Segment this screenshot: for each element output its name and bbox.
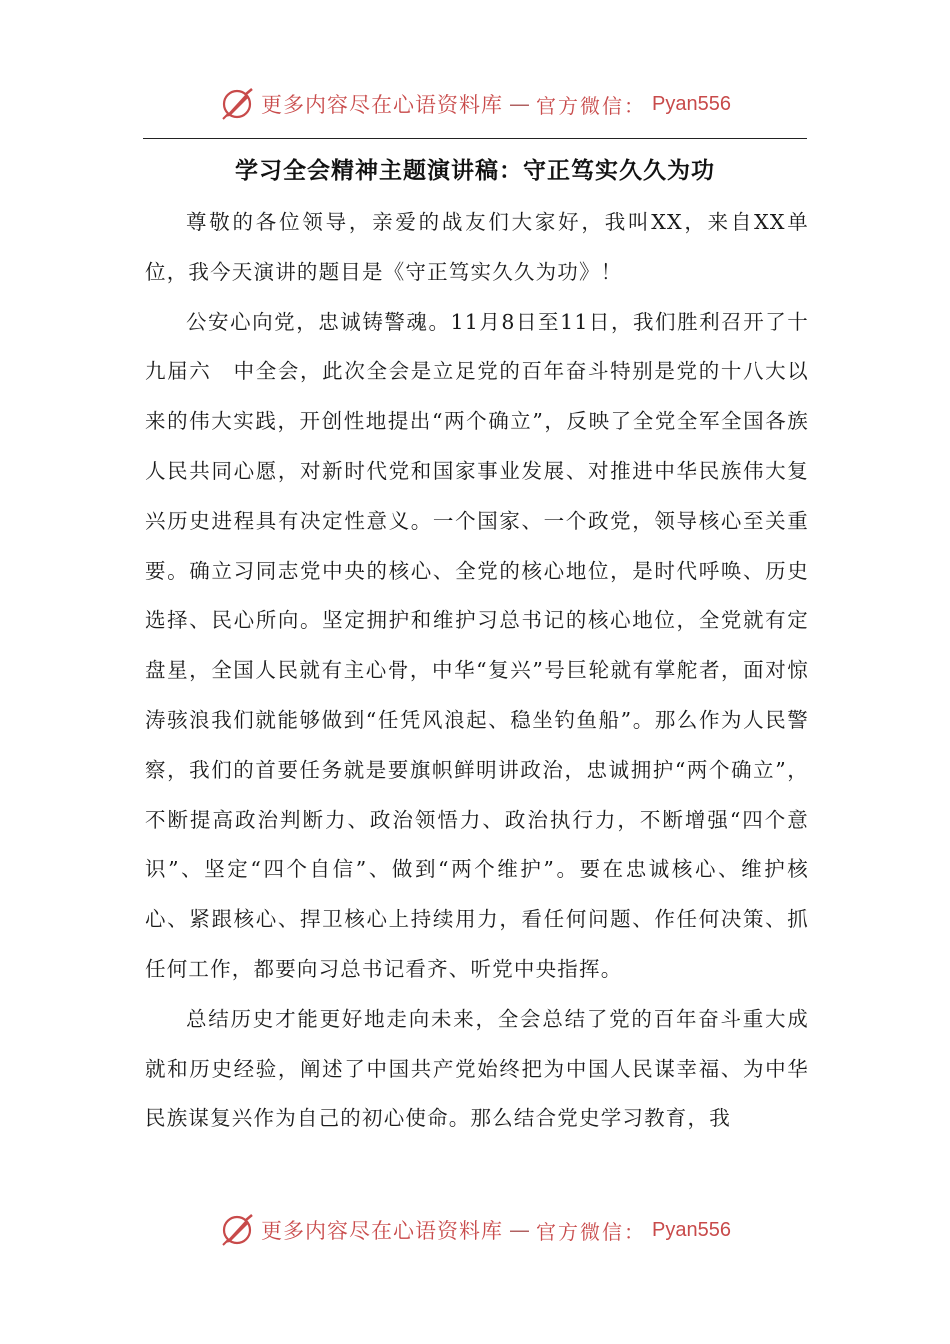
watermark-separator: — <box>509 92 531 116</box>
header-divider <box>143 138 807 139</box>
paragraph-loyalty: 公安心向党，忠诚铸警魂。11月8日至11日，我们胜利召开了十九届六 中全会，此次全会是立足党的百年奋斗特别是党的十八大以来的伟大实践，开创性地提出“两个确立”，反映了全党全军全国各族人民共同心愿，对新时代党和国家事业发展、对推进中华民族伟大复兴历史进程具有决定性意义。一个国家、一个政党，领导核心至关重要。确立习同志党中央的核心、全党的核心地位，是时代呼唤、历史选择、民心所向。坚定拥护和维护习总书记的核心地位，全党就有定盘星，全国人民就有主心骨，中华“复兴”号巨轮就有掌舵者，面对惊涛骇浪我们就能够做到“任凭风浪起、稳坐钓鱼船”。那么作为人民警察，我们的首要任务就是要旗帜鲜明讲政治，忠诚拥护“两个确立”，不断提高政治判断力、政治领悟力、政治执行力，不断增强“四个意识”、坚定“四个自信”、做到“两个维护”。要在忠诚核心、维护核心、紧跟核心、捍卫核心上持续用力，看任何问题、作任何决策、抓任何工作，都要向习总书记看齐、听党中央指挥。 <box>145 309 809 981</box>
quill-logo-icon <box>219 1212 255 1248</box>
watermark-main-text: 更多内容尽在心语资料库 <box>261 93 504 117</box>
document-body <box>145 198 809 1144</box>
header-watermark <box>0 84 950 124</box>
paragraph-greeting: 尊敬的各位领导，亲爱的战友们大家好，我叫XX，来自XX单位，我今天演讲的题目是《守正笃实久久为功》！ <box>145 210 809 284</box>
watermark-separator: — <box>509 1218 531 1242</box>
watermark-main-text: 更多内容尽在心语资料库 <box>261 1219 504 1243</box>
watermark-wechat-label: 官方微信： <box>536 93 647 118</box>
watermark-wechat-label: 官方微信： <box>536 1219 647 1244</box>
quill-logo-icon <box>219 86 255 122</box>
watermark-wechat-id: Pyan556 <box>652 92 731 115</box>
paragraph-history: 总结历史才能更好地走向未来，全会总结了党的百年奋斗重大成就和历史经验，阐述了中国共产党始终把为中国人民谋幸福、为中华民族谋复兴作为自己的初心使命。那么结合党史学习教育，我 <box>145 1006 809 1131</box>
watermark-wechat-id: Pyan556 <box>652 1218 731 1241</box>
document-title: 学习全会精神主题演讲稿：守正笃实久久为功 <box>235 158 715 184</box>
footer-watermark <box>0 1210 950 1250</box>
